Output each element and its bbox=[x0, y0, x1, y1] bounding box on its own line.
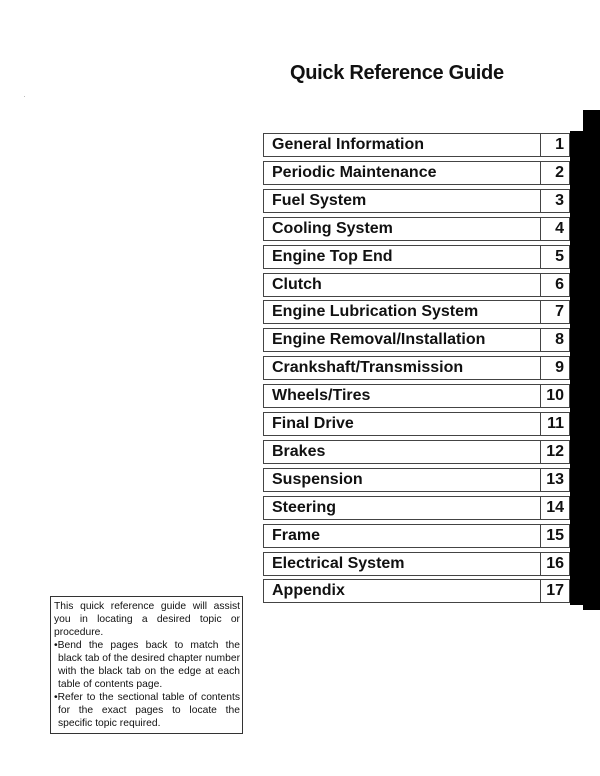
chapter-number-box bbox=[540, 440, 570, 464]
chapter-name: Final Drive bbox=[272, 415, 354, 432]
chapter-number: 5 bbox=[555, 247, 564, 265]
chapter-name: General Information bbox=[272, 136, 425, 153]
chapter-row[interactable] bbox=[263, 468, 600, 492]
chapter-name: Crankshaft/Transmission bbox=[272, 359, 464, 377]
chapter-number: 8 bbox=[555, 331, 564, 349]
chapter-number: 3 bbox=[555, 191, 564, 209]
chapter-black-tab[interactable] bbox=[570, 382, 600, 410]
chapter-black-tab[interactable] bbox=[570, 131, 600, 159]
chapter-row[interactable] bbox=[263, 133, 600, 157]
chapter-number-box bbox=[540, 273, 570, 297]
chapter-name: Cooling System bbox=[272, 219, 393, 237]
chapter-name: Engine Lubrication System bbox=[272, 303, 479, 321]
chapter-name: Engine Top End bbox=[272, 247, 393, 265]
chapter-black-tab[interactable] bbox=[570, 577, 600, 605]
chapter-number: 12 bbox=[546, 442, 564, 460]
chapter-row[interactable] bbox=[263, 300, 600, 324]
chapter-number-box bbox=[540, 524, 570, 548]
chapter-number: 6 bbox=[555, 275, 564, 293]
chapter-number: 9 bbox=[555, 359, 564, 377]
chapter-number-box bbox=[540, 496, 570, 520]
chapter-black-tab[interactable] bbox=[570, 215, 600, 243]
chapter-name-box bbox=[263, 328, 540, 352]
chapter-name-box bbox=[263, 273, 540, 297]
chapter-row[interactable] bbox=[263, 189, 600, 213]
chapter-name: Fuel System bbox=[272, 191, 367, 209]
chapter-name: Clutch bbox=[272, 275, 322, 293]
chapter-name-box bbox=[263, 133, 540, 157]
chapter-name: Steering bbox=[272, 498, 337, 516]
chapter-row[interactable] bbox=[263, 356, 600, 380]
chapter-name-box bbox=[263, 189, 540, 213]
chapter-black-tab[interactable] bbox=[570, 326, 600, 354]
chapter-number-box bbox=[540, 328, 570, 352]
chapter-number-box bbox=[540, 412, 570, 436]
chapter-name: Suspension bbox=[272, 470, 363, 488]
chapter-row[interactable] bbox=[263, 440, 600, 464]
usage-note bbox=[50, 596, 243, 734]
usage-note-intro: This quick reference guide will assist you in locating a desired topic or procedure. bbox=[54, 601, 240, 638]
usage-note-bullet-1: •Bend the pages back to match the black tab of the desired chapter number with the black tab on the edge at each table of contents page. bbox=[54, 640, 240, 690]
chapter-row[interactable] bbox=[263, 328, 600, 352]
chapter-name-box bbox=[263, 217, 540, 241]
chapter-black-tab[interactable] bbox=[570, 494, 600, 522]
chapter-number: 2 bbox=[555, 163, 564, 181]
chapter-number-box bbox=[540, 133, 570, 157]
chapter-name-box bbox=[263, 468, 540, 492]
chapter-number-box bbox=[540, 356, 570, 380]
chapter-row[interactable] bbox=[263, 161, 600, 185]
usage-note-bullet-2: •Refer to the sectional table of contents for the exact pages to locate the specific topic required. bbox=[54, 692, 240, 729]
chapter-number: 4 bbox=[555, 219, 564, 237]
page-title: Quick Reference Guide bbox=[290, 62, 504, 84]
chapter-name: Periodic Maintenance bbox=[272, 163, 437, 181]
chapter-black-tab[interactable] bbox=[570, 354, 600, 382]
chapter-name-box bbox=[263, 440, 540, 464]
chapter-name-box bbox=[263, 300, 540, 324]
chapter-black-tab[interactable] bbox=[570, 159, 600, 187]
chapter-name-box bbox=[263, 161, 540, 185]
chapter-number-box bbox=[540, 161, 570, 185]
chapter-black-tab[interactable] bbox=[570, 466, 600, 494]
chapter-name: Brakes bbox=[272, 442, 326, 460]
chapter-black-tab[interactable] bbox=[570, 243, 600, 271]
chapter-name: Appendix bbox=[272, 582, 345, 600]
chapter-name-box bbox=[263, 356, 540, 380]
chapter-row[interactable] bbox=[263, 579, 600, 603]
chapter-black-tab[interactable] bbox=[570, 298, 600, 326]
chapter-number-box bbox=[540, 217, 570, 241]
chapter-row[interactable] bbox=[263, 273, 600, 297]
chapter-index bbox=[263, 133, 600, 603]
chapter-number: 11 bbox=[547, 415, 564, 432]
chapter-row[interactable] bbox=[263, 412, 600, 436]
chapter-row[interactable] bbox=[263, 524, 600, 548]
chapter-black-tab[interactable] bbox=[570, 187, 600, 215]
chapter-black-tab[interactable] bbox=[570, 438, 600, 466]
chapter-number-box bbox=[540, 384, 570, 408]
chapter-number-box bbox=[540, 300, 570, 324]
chapter-row[interactable] bbox=[263, 217, 600, 241]
chapter-row[interactable] bbox=[263, 384, 600, 408]
chapter-row[interactable] bbox=[263, 245, 600, 269]
chapter-name-box bbox=[263, 579, 540, 603]
chapter-black-tab[interactable] bbox=[570, 410, 600, 438]
chapter-number: 14 bbox=[546, 498, 564, 516]
chapter-name-box bbox=[263, 496, 540, 520]
chapter-row[interactable] bbox=[263, 552, 600, 576]
chapter-name: Frame bbox=[272, 526, 321, 544]
chapter-black-tab[interactable] bbox=[570, 271, 600, 299]
chapter-number-box bbox=[540, 579, 570, 603]
chapter-name-box bbox=[263, 524, 540, 548]
chapter-number: 16 bbox=[546, 554, 564, 572]
chapter-number: 10 bbox=[546, 387, 564, 405]
chapter-number-box bbox=[540, 189, 570, 213]
chapter-black-tab[interactable] bbox=[570, 522, 600, 550]
chapter-name: Electrical System bbox=[272, 554, 405, 572]
chapter-number: 7 bbox=[555, 303, 564, 321]
scan-speck bbox=[24, 96, 25, 97]
chapter-name-box bbox=[263, 384, 540, 408]
chapter-name: Engine Removal/Installation bbox=[272, 331, 486, 349]
chapter-name-box bbox=[263, 412, 540, 436]
chapter-number: 1 bbox=[555, 136, 564, 153]
chapter-name-box bbox=[263, 552, 540, 576]
chapter-name-box bbox=[263, 245, 540, 269]
chapter-number: 15 bbox=[546, 526, 564, 544]
chapter-number-box bbox=[540, 245, 570, 269]
chapter-name: Wheels/Tires bbox=[272, 387, 371, 405]
chapter-number-box bbox=[540, 468, 570, 492]
chapter-row[interactable] bbox=[263, 496, 600, 520]
chapter-number: 17 bbox=[546, 582, 564, 600]
chapter-number-box bbox=[540, 552, 570, 576]
chapter-number: 13 bbox=[546, 470, 564, 488]
chapter-black-tab[interactable] bbox=[570, 550, 600, 578]
